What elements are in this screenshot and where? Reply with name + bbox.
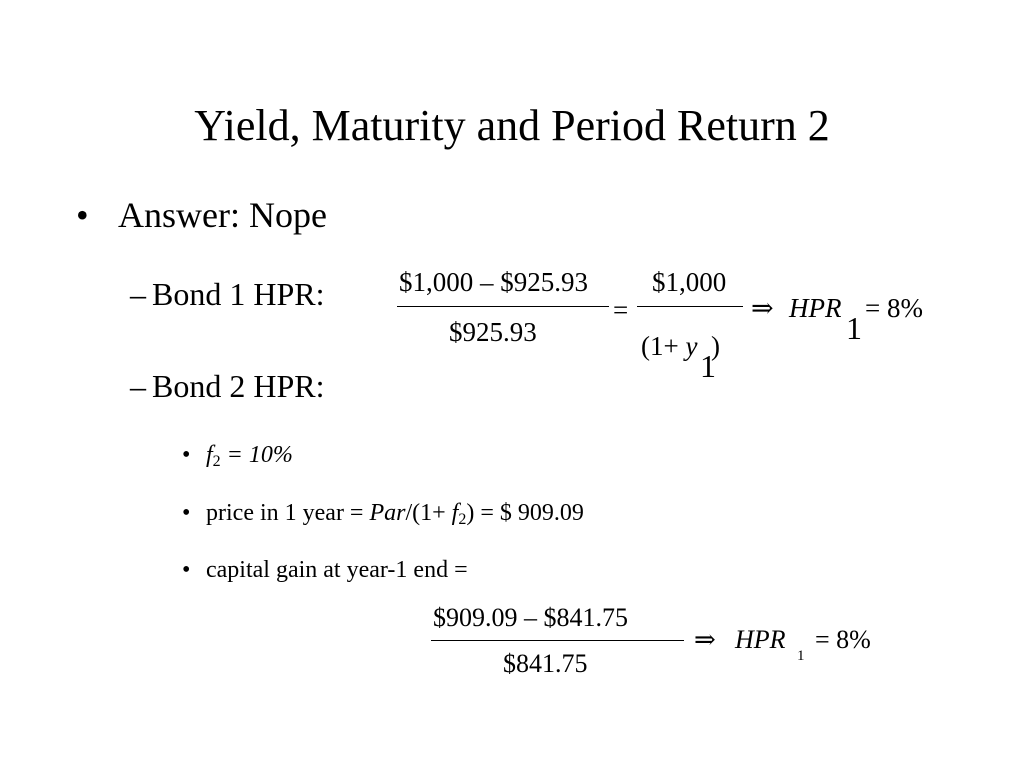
bond2-hpr-item bbox=[130, 366, 324, 406]
bond2-result: HPR bbox=[735, 625, 786, 654]
slide-title: Yield, Maturity and Period Return 2 bbox=[194, 101, 830, 150]
bond1-fraction2-numerator: $1,000 bbox=[652, 267, 727, 297]
bond1-label: Bond 1 HPR: bbox=[152, 276, 325, 312]
capital-gain-text: capital gain at year-1 end = bbox=[206, 557, 468, 583]
bullet-dot: • bbox=[182, 500, 191, 526]
dash-marker: – bbox=[130, 368, 146, 404]
implies-arrow: ⇒ bbox=[694, 625, 716, 654]
fraction-bar bbox=[637, 306, 743, 307]
fraction-bar bbox=[397, 306, 609, 307]
dash-marker: – bbox=[130, 276, 146, 312]
bond1-fraction1-numerator: $1,000 – $925.93 bbox=[399, 267, 588, 297]
bond1-result-value: = 8% bbox=[865, 293, 923, 323]
bond1-hpr-subscript: 1 bbox=[846, 310, 862, 346]
price-in-1-year-text: price in 1 year = $Par/(1+ f_2)$ = $ 909.09 bbox=[206, 500, 584, 528]
bond2-fraction-numerator: $909.09 – $841.75 bbox=[433, 603, 628, 632]
equals-sign: = bbox=[613, 295, 629, 325]
bond2-fraction-denominator: $841.75 bbox=[503, 649, 588, 678]
bond2-hpr-subscript: 1 bbox=[797, 648, 805, 664]
implies-arrow: ⇒ bbox=[751, 293, 774, 323]
bullet-dot: • bbox=[182, 557, 191, 583]
bullet-dot: • bbox=[76, 195, 89, 235]
answer-text: Answer: Nope bbox=[118, 195, 327, 235]
bond2-label: Bond 2 HPR: bbox=[152, 368, 325, 404]
bond2-result-value: = 8% bbox=[815, 625, 871, 654]
forward-rate-text: $f_2 = 10\%$ bbox=[206, 442, 293, 470]
fraction-bar bbox=[431, 640, 684, 641]
bond1-fraction2-denominator: (1+ y ) bbox=[641, 331, 720, 361]
bond1-result: HPR bbox=[789, 293, 842, 323]
bond1-y-subscript: 1 bbox=[700, 348, 716, 384]
bond1-hpr-item bbox=[130, 274, 324, 314]
bond1-fraction1-denominator: $925.93 bbox=[449, 317, 537, 347]
bullet-dot: • bbox=[182, 442, 191, 468]
